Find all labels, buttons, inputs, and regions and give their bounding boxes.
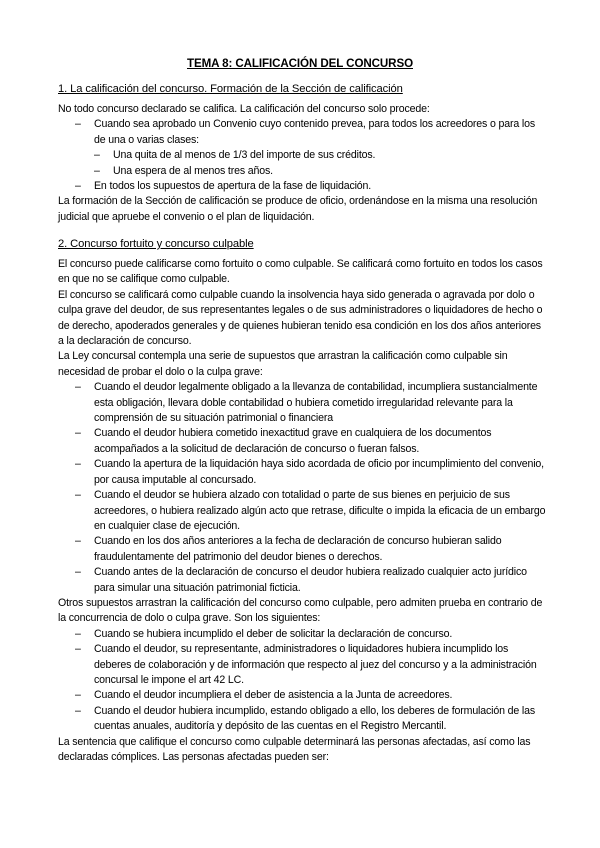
list-item: – Cuando se hubiera incumplido el deber de solicitar la declaración de concurso. bbox=[58, 627, 546, 642]
section-1-heading: 1. La calificación del concurso. Formación de la Sección de calificación bbox=[58, 83, 403, 95]
list-item: – Cuando el deudor, su representante, administradores o liquidadores hubiera incumplido los deberes de colaboración y de información que respecto al juez del concurso y a la administración concursal le impone el art 42 LC. bbox=[58, 642, 546, 688]
section-2-paragraph: La Ley concursal contempla una serie de supuestos que arrastran la calificación como culpable sin necesidad de probar el dolo o la culpa grave: bbox=[58, 350, 508, 378]
list-item: – Cuando antes de la declaración de concurso el deudor hubiera realizado cualquier acto jurídico para simular una situación patrimonial ficticia. bbox=[58, 565, 546, 596]
sub-list-item: – Una quita de al menos de 1/3 del importe de sus créditos. bbox=[58, 148, 546, 163]
list-item: – Cuando el deudor hubiera cometido inexactitud grave en cualquiera de los documentos acompañados a la solicitud de declaración de concurso o fueran falsos. bbox=[58, 426, 546, 457]
culpable-cases-list bbox=[58, 380, 546, 596]
section-2-paragraph: Otros supuestos arrastran la calificación del concurso como culpable, pero admiten prueba en contrario de la concurrencia de dolo o culpa grave. Son los siguientes: bbox=[58, 596, 543, 625]
list-item: – Cuando sea aprobado un Convenio cuyo contenido prevea, para todos los acreedores o para los de una o varias clases: bbox=[58, 117, 546, 148]
list-item: – Cuando el deudor se hubiera alzado con totalidad o parte de sus bienes en perjuicio de sus acreedores, o hubiera realizado algún acto que retrase, dificulte o impida la eficacia de un embargo en cualquier clase de ejecución. bbox=[58, 488, 546, 534]
section-1-intro: No todo concurso declarado se califica. La calificación del concurso solo procede: bbox=[58, 103, 430, 115]
list-item: – Cuando el deudor hubiera incumplido, estando obligado a ello, los deberes de formulación de las cuentas anuales, auditoría y depósito de las cuentas en el Registro Mercantil. bbox=[58, 704, 546, 735]
list-item: – En todos los supuestos de apertura de la fase de liquidación. bbox=[58, 179, 546, 194]
presumed-cases-list bbox=[58, 627, 546, 735]
section-2-paragraph: El concurso puede calificarse como fortuito o como culpable. Se calificará como fortuito en todos los casos en que no se califique como culpable. bbox=[58, 258, 543, 286]
list-item: – Cuando la apertura de la liquidación haya sido acordada de oficio por incumplimiento del convenio, por causa imputable al concursado. bbox=[58, 457, 546, 488]
section-1-list bbox=[58, 117, 546, 194]
section-2-heading: 2. Concurso fortuito y concurso culpable bbox=[58, 238, 254, 250]
section-1-body bbox=[58, 102, 546, 225]
section-2-paragraph: El concurso se calificará como culpable cuando la insolvencia haya sido generada o agravada por dolo o culpa grave del deudor, de sus representantes legales o de sus administradores o liquidadores de hecho o de derecho, apoderados generales y de quienes hubieran tenido esa condición en los dos años anteriores a la declaración de concurso. bbox=[58, 288, 543, 348]
section-2-body bbox=[58, 257, 546, 765]
section-2-paragraph: La sentencia que califique el concurso como culpable determinará las personas afectadas, así como las declaradas cómplices. Las personas afectadas pueden ser: bbox=[58, 735, 531, 763]
sub-list-item: – Una espera de al menos tres años. bbox=[58, 164, 546, 179]
list-item: – Cuando en los dos años anteriores a la fecha de declaración de concurso hubieran salido fraudulentamente del patrimonio del deudor bienes o derechos. bbox=[58, 534, 546, 565]
section-1-closing: La formación de la Sección de calificación se produce de oficio, ordenándose en la misma una resolución judicial que apruebe el convenio o el plan de liquidación. bbox=[58, 195, 538, 223]
list-item: – Cuando el deudor incumpliera el deber de asistencia a la Junta de acreedores. bbox=[58, 688, 546, 703]
page-title: TEMA 8: CALIFICACIÓN DEL CONCURSO bbox=[187, 57, 413, 70]
list-item: – Cuando el deudor legalmente obligado a la llevanza de contabilidad, incumpliera sustancialmente esta obligación, llevara doble contabilidad o hubiera cometido irregularidad relevante para la comprensión de su situación patrimonial o financiera bbox=[58, 380, 546, 426]
